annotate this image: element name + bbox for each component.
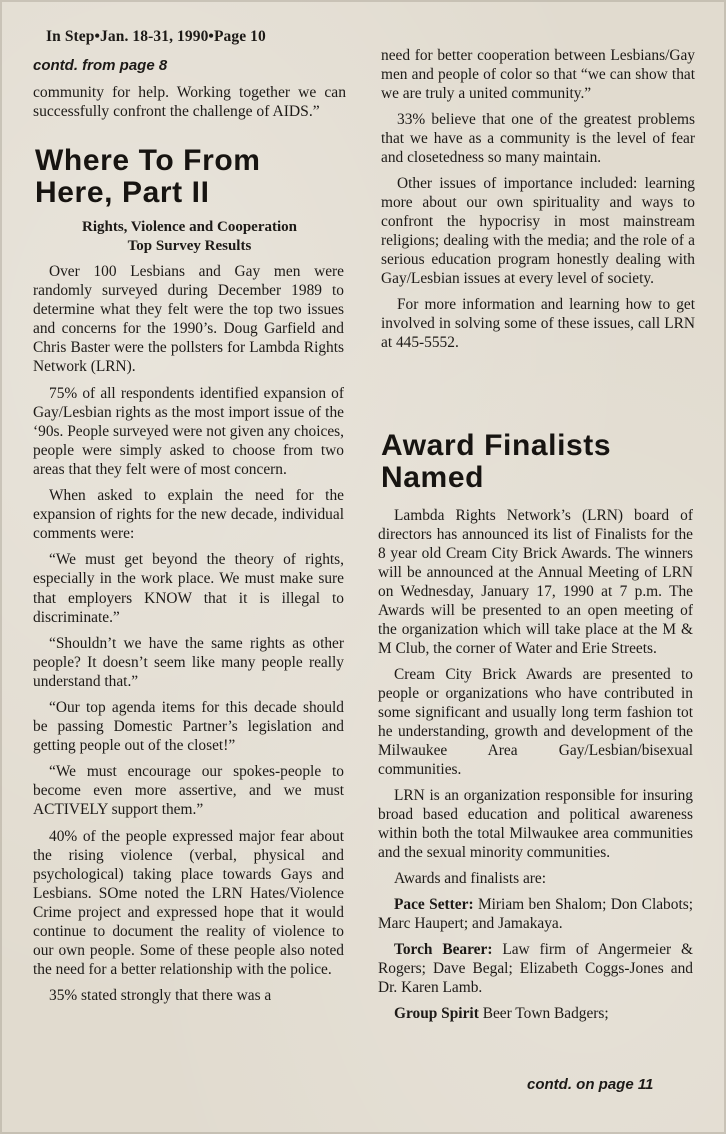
survey-paragraph: 40% of the people expressed major fear about the rising violence (verbal, physical and psychological) taking place towards Gays and Lesbians. SOme noted the LRN Hates/Violence Crime project and expressed hope that it would continue to document the reality of violence to our own people. Some of these people also noted the need for a better relationship with the police. (33, 827, 344, 979)
award-label: Pace Setter: (394, 896, 474, 913)
continuation-paragraph: Other issues of importance included: learning more about our own spirituality and ways to confront the hypocrisy in most mainstream religions; dealing with the media; and the role of a serious education program honestly dealing with Gay/Lesbian issues at every level of society. (381, 175, 695, 287)
award-finalists: Law firm of Angermeier & Rogers; Dave Begal; Elizabeth Coggs-Jones and Dr. Karen Lamb. (378, 941, 693, 996)
continuation-block (381, 46, 695, 352)
opening-paragraph-block (33, 84, 346, 122)
running-head: In Step•Jan. 18-31, 1990•Page 10 (46, 28, 266, 45)
continued-from-label: contd. from page 8 (33, 57, 168, 74)
headline-line-2: Named (381, 461, 485, 494)
subhead-line-2: Top Survey Results (127, 238, 252, 254)
award-label: Group Spirit (394, 1005, 479, 1022)
award-finalists: Miriam ben Shalom; Don Clabots; Marc Haupert; and Jamakaya. (378, 896, 693, 932)
survey-quote: “We must encourage our spokes-people to become even more assertive, and we must ACTIVELY support them.” (33, 763, 344, 819)
subhead (33, 218, 346, 256)
survey-quote: “We must get beyond the theory of rights, especially in the work place. We must make sure that employers KNOW that it is illegal to discriminate.” (33, 551, 344, 626)
survey-paragraph: 35% stated strongly that there was a (49, 987, 272, 1005)
survey-paragraph: Over 100 Lesbians and Gay men were randomly surveyed during December 1989 to determine what they felt were the top two issues and concerns for the 1990’s. Doug Garfield and Chris Baster were the pollsters for Lambda Rights Network (LRN). (33, 263, 344, 376)
continuation-paragraph: need for better cooperation between Lesbians/Gay men and people of color so that “we can show that we are truly a united community.” (381, 47, 695, 102)
headline-where-to-from-here (35, 145, 261, 209)
headline-line-2: Here, Part II (35, 176, 210, 209)
continued-on-label: contd. on page 11 (527, 1076, 654, 1093)
headline-line-1: Where To From (35, 144, 261, 177)
article-survey-body (33, 262, 344, 1005)
survey-paragraph: When asked to explain the need for the expansion of rights for the new decade, individual comments were: (33, 487, 344, 543)
award-entry-pace-setter (378, 895, 693, 933)
awards-paragraph: Cream City Brick Awards are presented to people or organizations who have contributed in some significant and usually long term fashion tot he understanding, growth and development of the Milwaukee Area Gay/Lesbian/bisexual communities. (378, 666, 693, 778)
award-finalists: Beer Town Badgers; (482, 1005, 609, 1022)
awards-paragraph: Awards and finalists are: (394, 870, 547, 887)
survey-paragraph: 75% of all respondents identified expansion of Gay/Lesbian rights as the most import issue of the ‘90s. People surveyed were not given any choices, people were simply asked to choose from two areas that they felt were of most concern. (33, 384, 344, 478)
opening-paragraph: community for help. Working together we can successfully confront the challenge of AIDS.” (33, 84, 346, 120)
headline-line-1: Award Finalists (381, 429, 612, 462)
article-awards-body (378, 506, 693, 1023)
subhead-line-1: Rights, Violence and Cooperation (81, 219, 297, 235)
headline-award-finalists (381, 430, 611, 494)
award-entry-torch-bearer (378, 940, 693, 997)
continuation-paragraph: 33% believe that one of the greatest problems that we have as a community is the level of fear and closetedness so many maintain. (381, 111, 695, 166)
survey-quote: “Our top agenda items for this decade should be passing Domestic Partner’s legislation and getting people out of the closet!” (33, 698, 344, 755)
award-label: Torch Bearer: (394, 941, 493, 958)
awards-paragraph: Lambda Rights Network’s (LRN) board of directors has announced its list of Finalists for the 8 year old Cream City Brick Awards. The winners will be announced at the Annual Meeting of LRN on Wednesday, January 17, 1990 at 7 p.m. The Awards will be presented to an open meeting of the organization which will take place at the M & M Club, the corner of Water and Erie Streets. (378, 507, 693, 657)
award-entry-group-spirit (378, 1004, 693, 1023)
awards-paragraph: LRN is an organization responsible for insuring broad based education and political awareness within both the total Milwaukee area communities and the sexual minority communities. (378, 787, 693, 861)
continuation-paragraph: For more information and learning how to get involved in solving some of these issues, call LRN at 445-5552. (381, 296, 695, 351)
survey-quote: “Shouldn’t we have the same rights as other people? It doesn’t seem like many people really understand that.” (33, 634, 344, 690)
